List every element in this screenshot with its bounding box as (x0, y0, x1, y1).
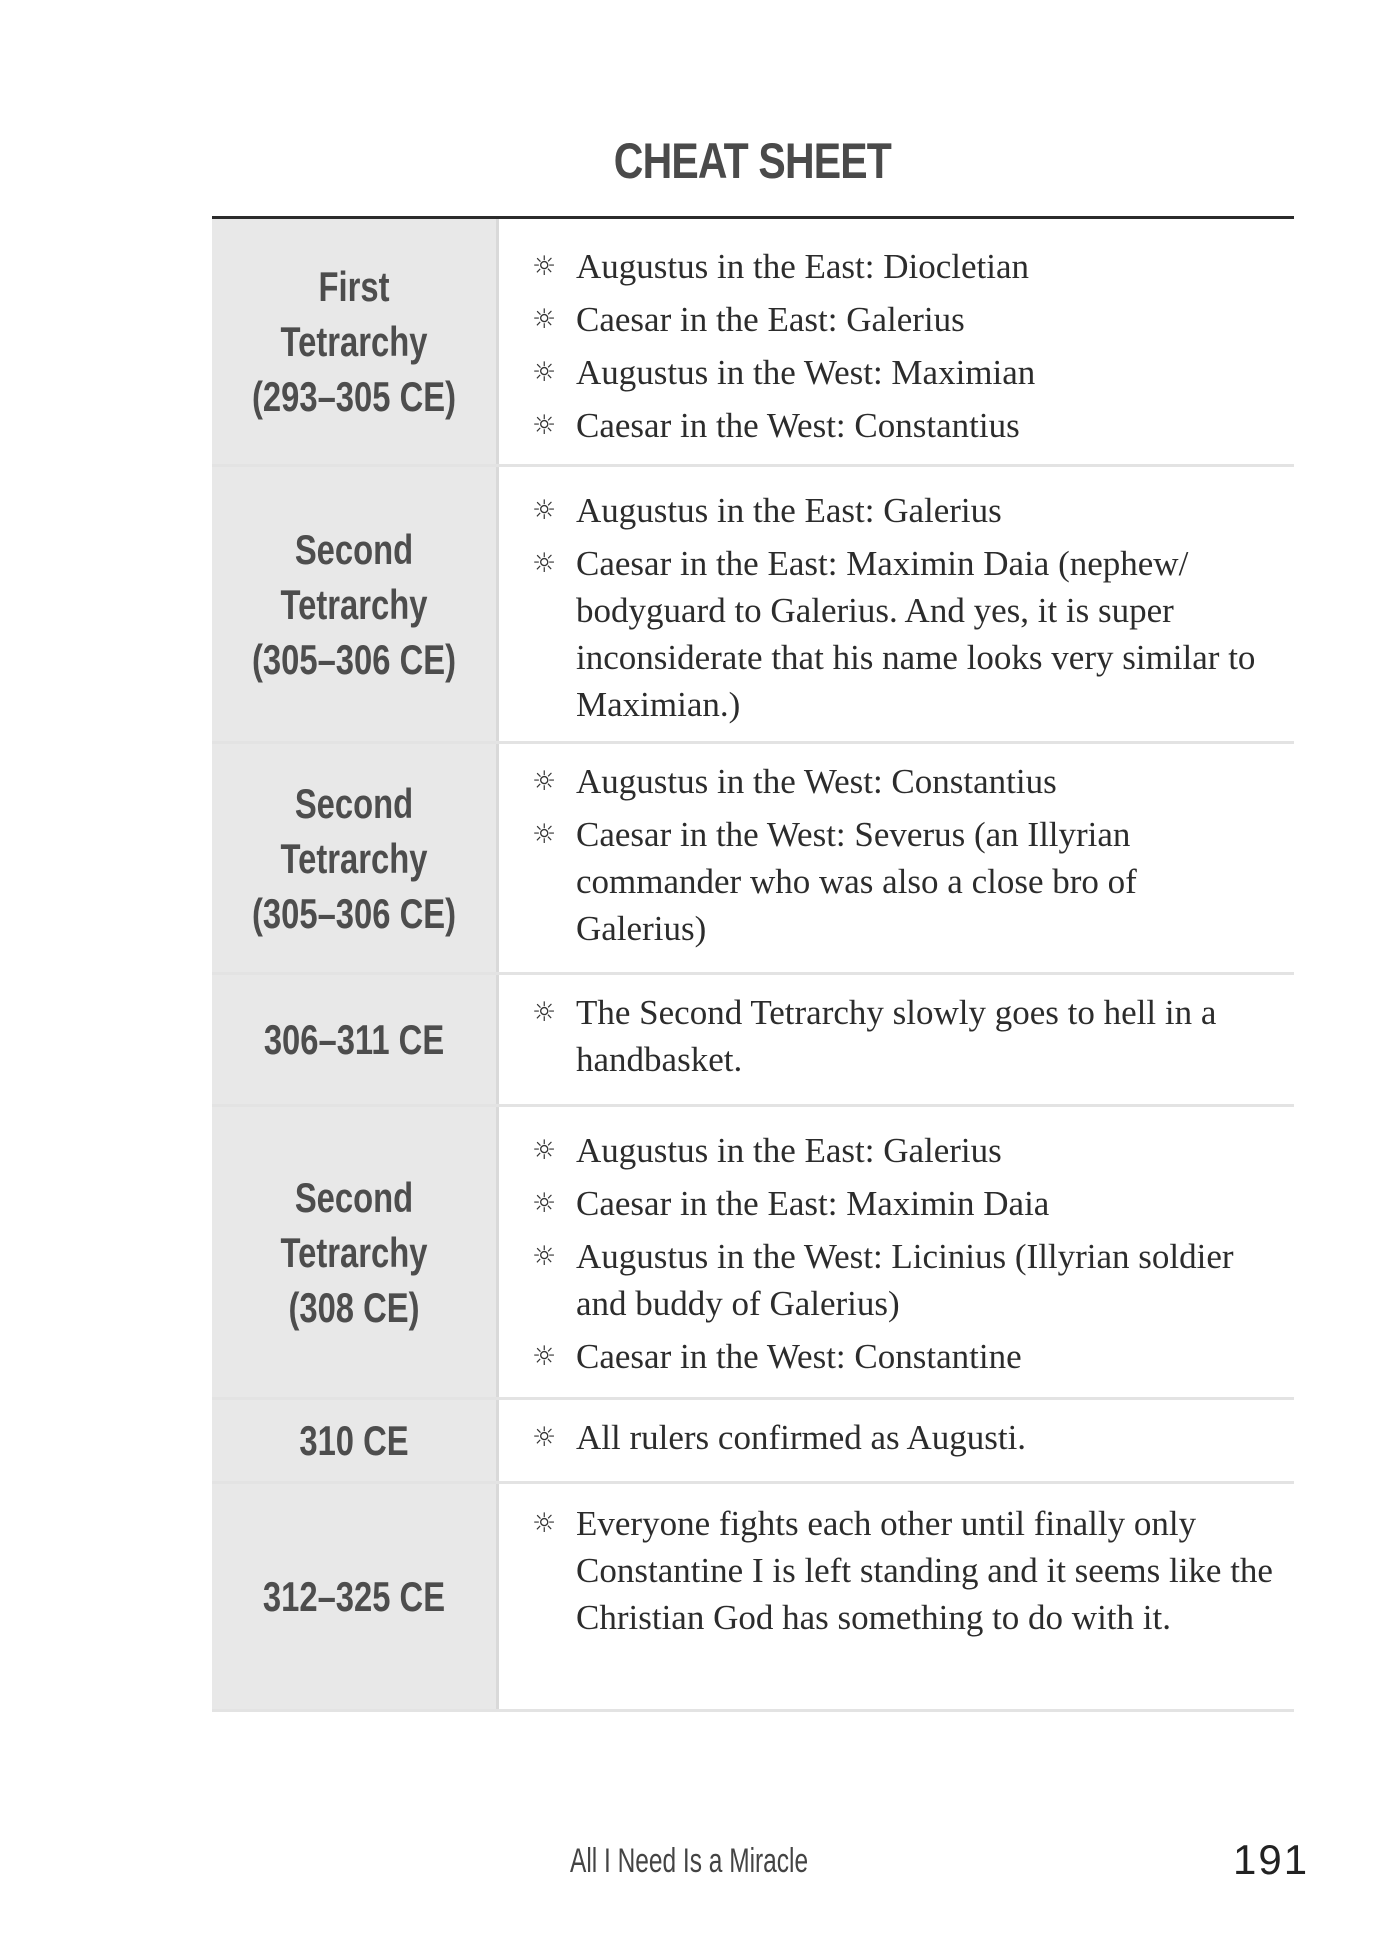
list-item (529, 487, 1274, 534)
list-item-text: Caesar in the East: Maximin Daia (nephew/ bodyguard to Galerius. And yes, it is super inconsiderate that his name looks very similar to Maximian.) (576, 544, 1256, 724)
list-item (529, 1500, 1274, 1641)
row-label-cell (212, 975, 499, 1104)
table-row (212, 975, 1294, 1107)
row-label-cell (212, 1484, 499, 1709)
row-content-cell (499, 1484, 1294, 1709)
bullet-list (529, 1414, 1274, 1461)
row-label-cell (212, 1107, 499, 1397)
list-item (529, 811, 1274, 952)
list-item-text: Caesar in the West: Constantius (576, 406, 1020, 445)
list-item-text: Augustus in the East: Galerius (576, 491, 1002, 530)
sun-bullet-icon: ☼ (531, 304, 557, 335)
list-item-text: Caesar in the West: Constantine (576, 1337, 1022, 1376)
sun-bullet-icon: ☼ (531, 410, 557, 441)
list-item-text: Everyone fights each other until finally only Constantine I is left standing and it seems like the Christian God has something to do with it. (576, 1504, 1273, 1637)
row-label: Second Tetrarchy (305–306 CE) (252, 525, 456, 683)
row-content-cell (499, 219, 1294, 464)
row-content-cell (499, 1107, 1294, 1397)
list-item (529, 1180, 1274, 1227)
sun-bullet-icon: ☼ (531, 357, 557, 388)
row-label: Second Tetrarchy (308 CE) (280, 1173, 428, 1331)
list-item-text: Caesar in the West: Severus (an Illyrian commander who was also a close bro of Galerius) (576, 815, 1137, 948)
list-item (529, 243, 1274, 290)
list-item (529, 1233, 1274, 1327)
table-row (212, 467, 1294, 744)
list-item-text: Caesar in the East: Galerius (576, 300, 965, 339)
list-item-text: The Second Tetrarchy slowly goes to hell in a handbasket. (576, 993, 1217, 1079)
bullet-list (529, 487, 1274, 728)
list-item (529, 1333, 1274, 1380)
page-title: CHEAT SHEET (613, 133, 892, 189)
row-content-cell (499, 975, 1294, 1104)
list-item-text: Caesar in the East: Maximin Daia (576, 1184, 1050, 1223)
row-label: 306–311 CE (263, 1016, 445, 1063)
row-content-cell (499, 1400, 1294, 1481)
bullet-list (529, 1127, 1274, 1380)
list-item-text: Augustus in the East: Galerius (576, 1131, 1002, 1170)
bullet-list (529, 758, 1274, 952)
sun-bullet-icon: ☼ (531, 1188, 557, 1219)
sun-bullet-icon: ☼ (531, 819, 557, 850)
sun-bullet-icon: ☼ (531, 766, 557, 797)
list-item (529, 1414, 1274, 1461)
list-item-text: Augustus in the East: Diocletian (576, 247, 1029, 286)
list-item (529, 989, 1274, 1083)
row-label: Second Tetrarchy (305–306 CE) (252, 779, 456, 937)
row-label-cell (212, 467, 499, 741)
list-item (529, 349, 1274, 396)
book-title-footer: All I Need Is a Miracle (570, 1842, 809, 1880)
sun-bullet-icon: ☼ (531, 1422, 557, 1453)
row-label: First Tetrarchy (293–305 CE) (252, 263, 456, 420)
sun-bullet-icon: ☼ (531, 1241, 557, 1272)
list-item-text: Augustus in the West: Licinius (Illyrian soldier and buddy of Galerius) (576, 1237, 1234, 1323)
bullet-list (529, 1500, 1274, 1641)
row-label-cell (212, 219, 499, 464)
table-row (212, 1484, 1294, 1712)
page-number: 191 (1233, 1836, 1310, 1883)
bullet-list (529, 243, 1274, 449)
list-item-text: All rulers confirmed as Augusti. (576, 1418, 1027, 1457)
row-content-cell (499, 744, 1294, 972)
sun-bullet-icon: ☼ (531, 997, 557, 1028)
table-row (212, 744, 1294, 975)
sun-bullet-icon: ☼ (531, 495, 557, 526)
cheat-sheet-table (212, 216, 1294, 1712)
sun-bullet-icon: ☼ (531, 548, 557, 579)
sun-bullet-icon: ☼ (531, 1508, 557, 1539)
table-row (212, 1400, 1294, 1484)
row-content-cell (499, 467, 1294, 741)
list-item (529, 758, 1274, 805)
bullet-list (529, 989, 1274, 1083)
table-row (212, 219, 1294, 467)
row-label-cell (212, 744, 499, 972)
sun-bullet-icon: ☼ (531, 251, 557, 282)
list-item (529, 402, 1274, 449)
row-label: 310 CE (299, 1417, 409, 1464)
table-row (212, 1107, 1294, 1400)
list-item (529, 296, 1274, 343)
list-item (529, 540, 1274, 728)
row-label: 312–325 CE (262, 1573, 446, 1620)
row-label-cell (212, 1400, 499, 1481)
list-item-text: Augustus in the West: Maximian (576, 353, 1036, 392)
list-item-text: Augustus in the West: Constantius (576, 762, 1057, 801)
list-item (529, 1127, 1274, 1174)
sun-bullet-icon: ☼ (531, 1341, 557, 1372)
sun-bullet-icon: ☼ (531, 1135, 557, 1166)
